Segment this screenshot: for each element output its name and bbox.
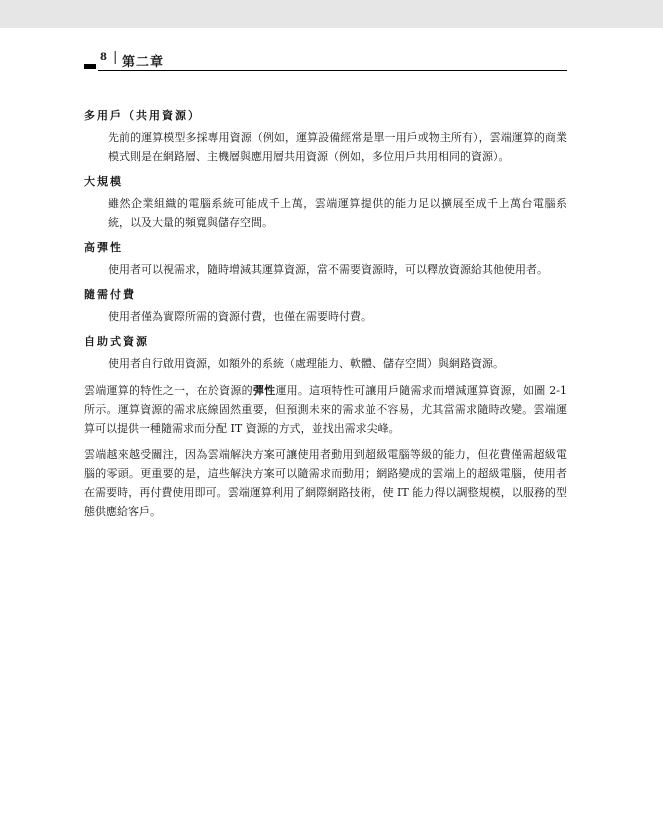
- term-definition: 先前的運算模型多採專用資源（例如，運算設備經常是單一用戶或物主所有），雲端運算的商業模式則是在網路層、主機層與應用層共用資源（例如，多位用戶共用相同的資源）。: [108, 131, 567, 163]
- top-gray-band: [0, 0, 663, 28]
- term-definition: 雖然企業組織的電腦系統可能成千上萬，雲端運算提供的能力足以擴展至成千上萬台電腦系統，以及大量的頻寬與儲存空間。: [108, 197, 567, 229]
- chapter-title: 第二章: [122, 55, 165, 70]
- paragraph-text: 運用。這項特性可讓用戶隨需求而增減運算資源，如圖 2-1 所示。運算資源的需求底線固然重要，但預測未來的需求並不容易，尤其當需求隨時改變。雲端運算可以提供一種隨需求而分配 IT 資源的方式，並找出需求尖峰。: [84, 384, 568, 435]
- paragraph-text: 雲端運算的特性之一，在於資源的: [84, 384, 253, 397]
- term-heading: 隨需付費: [84, 288, 136, 301]
- term-heading: 自助式資源: [84, 335, 149, 348]
- emphasized-term: 彈性: [252, 384, 276, 397]
- page-header: [84, 50, 567, 74]
- term-heading: 高彈性: [84, 241, 123, 254]
- term-definition: 使用者自行啟用資源，如額外的系統（處理能力、軟體、儲存空間）與網路資源。: [108, 357, 504, 370]
- header-rule: [98, 70, 567, 71]
- term-heading: 多用戶（共用資源）: [84, 109, 201, 122]
- page-number: 8: [100, 52, 107, 63]
- term-heading: 大規模: [84, 175, 123, 188]
- body-paragraph-elasticity: [84, 381, 567, 438]
- header-marker: [84, 64, 96, 69]
- header-separator: |: [113, 50, 118, 65]
- term-definition: 使用者僅為實際所需的資源付費，也僅在需要時付費。: [108, 310, 372, 323]
- term-definition: 使用者可以視需求，隨時增減其運算資源，當不需要資源時，可以釋放資源給其他使用者。: [108, 263, 548, 276]
- body-paragraph-supercomputing: 雲端越來越受關注，因為雲端解決方案可讓使用者動用到超級電腦等級的能力，但花費僅需超級電腦的零頭。更重要的是，這些解決方案可以隨需求而動用；網路變成的雲端上的超級電腦，使用者在需要時，再付費使用即可。雲端運算利用了網際網路技術，使 IT 能力得以調整規模，以服務的型態供應給客戶。: [84, 448, 567, 518]
- page-body: [84, 108, 567, 528]
